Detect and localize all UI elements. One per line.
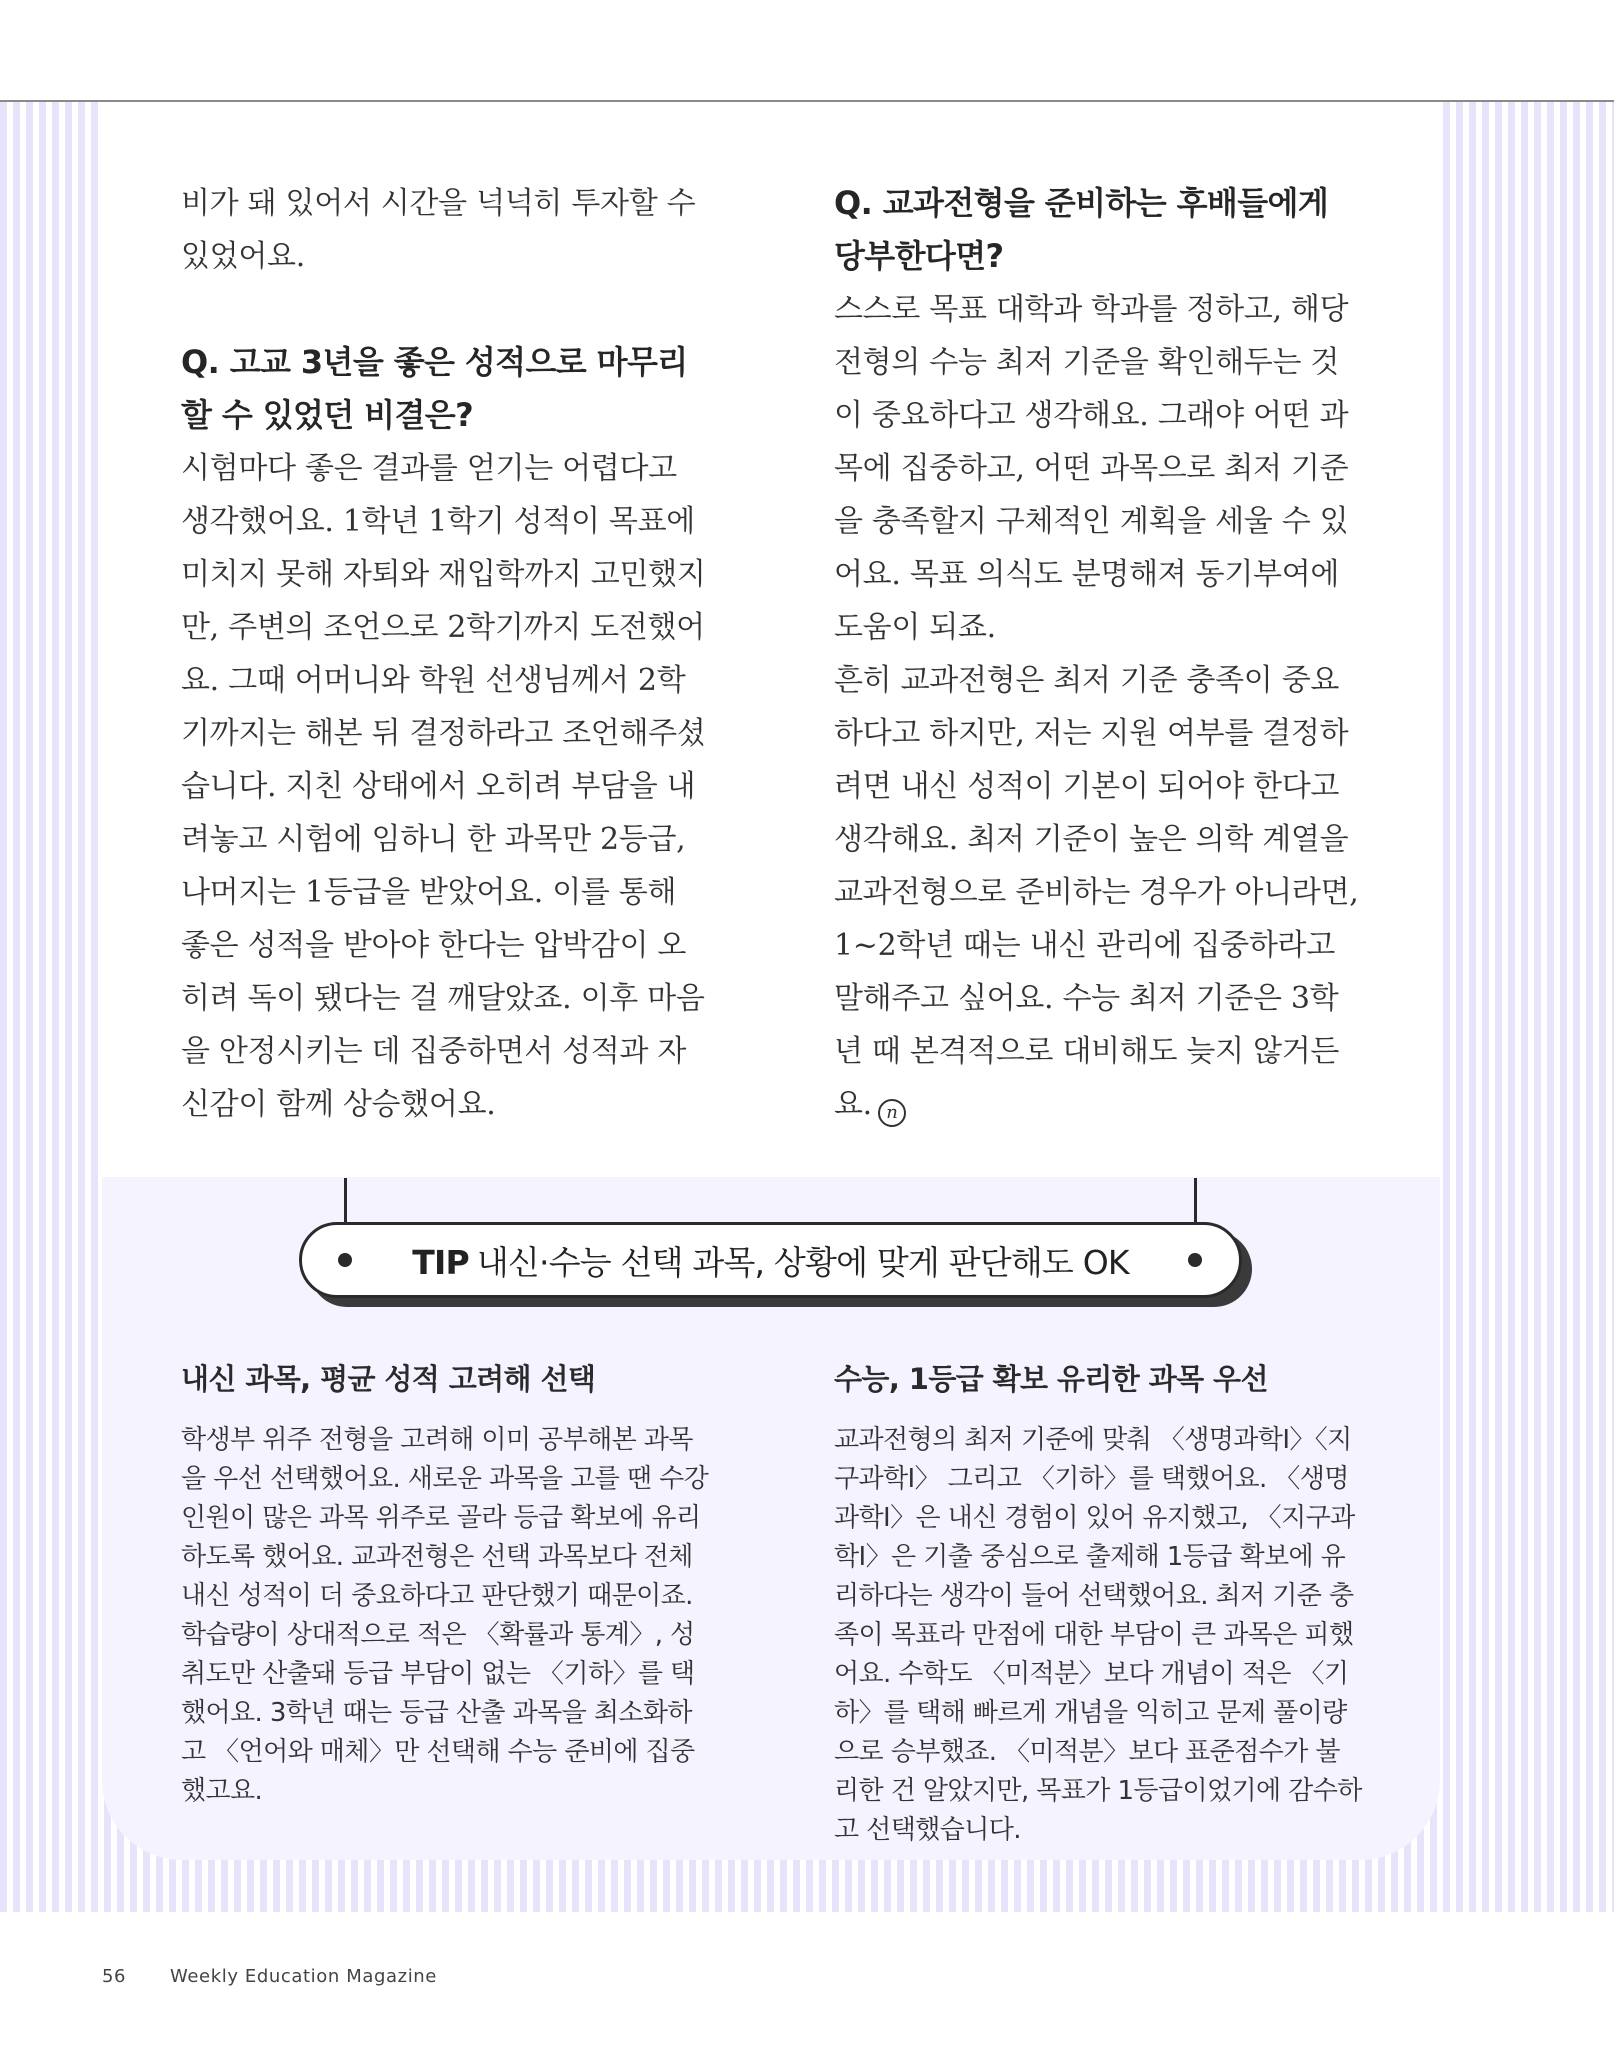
tip-banner bbox=[299, 1222, 1242, 1298]
answer-advice-1: 스스로 목표 대학과 학과를 정하고, 해당 전형의 수능 최저 기준을 확인해두는 것이 중요하다고 생각해요. 그래야 어떤 과목에 집중하고, 어떤 과목으로 최저 기준을 충족할지 구체적인 계획을 세울 수 있어요. 목표 의식도 분명해져 동기부여에 도움이 되죠. bbox=[834, 292, 1349, 645]
question-secret: Q. 고교 3년을 좋은 성적으로 마무리할 수 있었던 비결은? bbox=[181, 343, 688, 434]
left-column bbox=[181, 177, 709, 1131]
right-column bbox=[834, 177, 1362, 1131]
magazine-name: Weekly Education Magazine bbox=[170, 1966, 437, 1987]
page-number: 56 bbox=[102, 1966, 127, 1987]
answer-secret: 시험마다 좋은 결과를 얻기는 어렵다고 생각했어요. 1학년 1학기 성적이 목표에 미치지 못해 자퇴와 재입학까지 고민했지만, 주변의 조언으로 2학기까지 도전했어요. 그때 어머니와 학원 선생님께서 2학기까지는 해본 뒤 결정하라고 조언해주셨습니다. 지친 상태에서 오히려 부담을 내려놓고 시험에 임하니 한 과목만 2등급, 나머지는 1등급을 받았어요. 이를 통해 좋은 성적을 받아야 한다는 압박감이 오히려 독이 됐다는 걸 깨달았죠. 이후 마음을 안정시키는 데 집중하면서 성적과 자신감이 함께 상승했어요. bbox=[181, 451, 706, 1122]
question-advice: Q. 교과전형을 준비하는 후배들에게 당부한다면? bbox=[834, 184, 1329, 275]
tip-left-heading: 내신 과목, 평균 성적 고려해 선택 bbox=[181, 1362, 596, 1396]
intro-paragraph: 비가 돼 있어서 시간을 넉넉히 투자할 수 있었어요. bbox=[181, 186, 696, 274]
tip-dot-right bbox=[1188, 1253, 1202, 1267]
tip-dot-left bbox=[338, 1253, 352, 1267]
tip-left-body: 학생부 위주 전형을 고려해 이미 공부해본 과목을 우선 선택했어요. 새로운 과목을 고를 땐 수강 인원이 많은 과목 위주로 골라 등급 확보에 유리하도록 했어요. 교과전형은 선택 과목보다 전체 내신 성적이 더 중요하다고 판단했기 때문이죠. 학습량이 상대적으로 적은 〈확률과 통계〉, 성취도만 산출돼 등급 부담이 없는 〈기하〉를 택했어요. 3학년 때는 등급 산출 과목을 최소화하고 〈언어와 매체〉만 선택해 수능 준비에 집중했고요. bbox=[181, 1425, 709, 1806]
end-mark-icon: n bbox=[878, 1099, 906, 1127]
tip-label: TIP bbox=[412, 1242, 469, 1282]
tip-title bbox=[412, 1237, 1128, 1284]
answer-advice-2-text: 흔히 교과전형은 최저 기준 충족이 중요하다고 하지만, 저는 지원 여부를 결정하려면 내신 성적이 기본이 되어야 한다고 생각해요. 최저 기준이 높은 의학 계열을 교과전형으로 준비하는 경우가 아니라면, 1~2학년 때는 내신 관리에 집중하라고 말해주고 싶어요. 수능 최저 기준은 3학년 때 본격적으로 대비해도 늦지 않거든요. bbox=[834, 663, 1359, 1122]
tip-right-body: 교과전형의 최저 기준에 맞춰 〈생명과학Ⅰ〉〈지구과학Ⅰ〉 그리고 〈기하〉를 택했어요. 〈생명과학Ⅰ〉은 내신 경험이 있어 유지했고, 〈지구과학Ⅰ〉은 기출 중심으로 출제해 1등급 확보에 유리하다는 생각이 들어 선택했어요. 최저 기준 충족이 목표라 만점에 대한 부담이 큰 과목은 피했어요. 수학도 〈미적분〉보다 개념이 적은 〈기하〉를 택해 빠르게 개념을 익히고 문제 풀이량으로 승부했죠. 〈미적분〉보다 표준점수가 불리한 건 알았지만, 목표가 1등급이었기에 감수하고 선택했습니다. bbox=[834, 1425, 1362, 1845]
tip-title-text: 내신·수능 선택 과목, 상황에 맞게 판단해도 OK bbox=[476, 1242, 1129, 1282]
tip-right-column bbox=[834, 1359, 1362, 1850]
answer-advice-2 bbox=[834, 654, 1362, 1131]
tip-right-heading: 수능, 1등급 확보 유리한 과목 우선 bbox=[834, 1362, 1268, 1396]
tip-left-column bbox=[181, 1359, 709, 1811]
